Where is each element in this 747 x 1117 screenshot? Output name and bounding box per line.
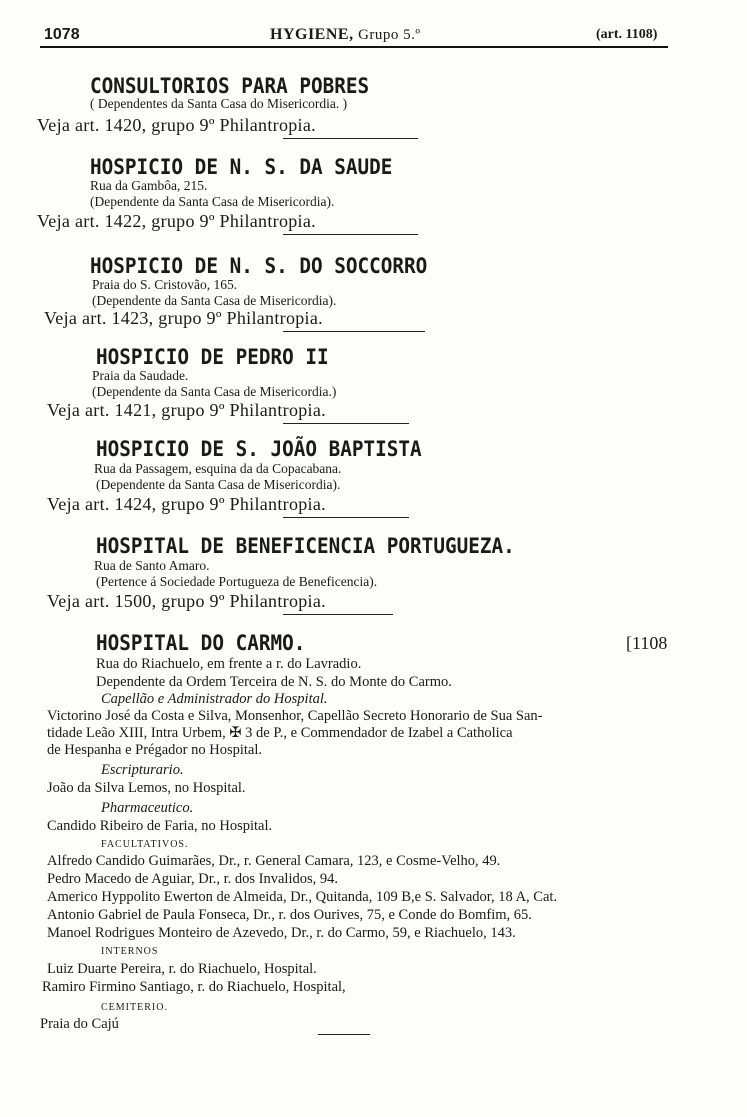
capellao-line: tidade Leão XIII, Intra Urbem, ✠ 3 de P., e Commendador de Izabel a Catholica bbox=[47, 725, 513, 741]
entry-note: (Dependente da Santa Casa de Misericordia). bbox=[90, 194, 335, 209]
facultativo-row: Antonio Gabriel de Paula Fonseca, Dr., r. dos Ourives, 75, e Conde do Bomfim, 65. bbox=[47, 907, 532, 923]
entry-see-reference: Veja art. 1500, grupo 9º Philantropia. bbox=[47, 591, 326, 611]
interno-row: Luiz Duarte Pereira, r. do Riachuelo, Hospital. bbox=[47, 961, 317, 977]
cemiterio-heading: CEMITERIO. bbox=[101, 1002, 168, 1013]
running-title-group: Grupo 5.º bbox=[358, 27, 421, 43]
entry-see-reference: Veja art. 1421, grupo 9º Philantropia. bbox=[47, 400, 326, 420]
entry-title: HOSPICIO DE S. JOÃO BAPTISTA bbox=[96, 437, 422, 461]
entry-note: (Dependente da Santa Casa de Misericordia). bbox=[92, 293, 337, 308]
entry-underline bbox=[283, 614, 393, 615]
carmo-dependency: Dependente da Ordem Terceira de N. S. do Monte do Carmo. bbox=[96, 674, 452, 690]
entry-title: HOSPITAL DO CARMO. bbox=[96, 631, 306, 655]
entry-underline bbox=[283, 423, 409, 424]
escripturario-name: João da Silva Lemos, no Hospital. bbox=[47, 780, 246, 796]
entry-address: Rua de Santo Amaro. bbox=[94, 558, 210, 573]
entry-address: Rua da Passagem, esquina da da Copacabana. bbox=[94, 461, 342, 476]
header-rule bbox=[40, 46, 668, 48]
entry-underline bbox=[283, 234, 418, 235]
facultativo-row: Pedro Macedo de Aguiar, Dr., r. dos Invalidos, 94. bbox=[47, 871, 338, 887]
entry-title: HOSPITAL DE BENEFICENCIA PORTUGUEZA. bbox=[96, 534, 515, 558]
facultativo-row: Americo Hyppolito Ewerton de Almeida, Dr., Quitanda, 109 B,e S. Salvador, 18 A, Cat. bbox=[47, 889, 558, 905]
entry-title: HOSPICIO DE PEDRO II bbox=[96, 345, 329, 369]
internos-heading: INTERNOS bbox=[101, 946, 159, 957]
entry-title: HOSPICIO DE N. S. DO SOCCORRO bbox=[90, 254, 428, 278]
entry-address: Rua da Gambôa, 215. bbox=[90, 178, 208, 193]
interno-row: Ramiro Firmino Santiago, r. do Riachuelo, Hospital, bbox=[42, 979, 346, 995]
pharmaceutico-name: Candido Ribeiro de Faria, no Hospital. bbox=[47, 818, 273, 834]
entry-note: (Pertence á Sociedade Portugueza de Beneficencia). bbox=[96, 574, 378, 589]
entry-note: (Dependente da Santa Casa de Misericordia). bbox=[96, 477, 341, 492]
entry-note: ( Dependentes da Santa Casa do Misericordia. ) bbox=[90, 96, 348, 111]
escripturario-heading: Escripturario. bbox=[101, 762, 184, 778]
capellao-line: Victorino José da Costa e Silva, Monsenhor, Capellão Secreto Honorario de Sua San- bbox=[47, 708, 543, 724]
header-article-ref: (art. 1108) bbox=[596, 27, 658, 42]
facultativos-heading: FACULTATIVOS. bbox=[101, 839, 189, 850]
carmo-address: Rua do Riachuelo, em frente a r. do Lavradio. bbox=[96, 656, 362, 672]
capellao-line: de Hespanha e Prégador no Hospital. bbox=[47, 742, 263, 758]
cemiterio-location: Praia do Cajú bbox=[40, 1016, 119, 1032]
entry-see-reference: Veja art. 1420, grupo 9º Philantropia. bbox=[37, 115, 316, 135]
capellao-heading: Capellão e Administrador do Hospital. bbox=[101, 691, 328, 707]
entry-see-reference: Veja art. 1423, grupo 9º Philantropia. bbox=[44, 308, 323, 328]
entry-underline bbox=[283, 138, 418, 139]
page-number: 1078 bbox=[44, 26, 80, 43]
entry-underline bbox=[283, 517, 409, 518]
article-number: [1108 bbox=[626, 633, 668, 653]
facultativo-row: Manoel Rodrigues Monteiro de Azevedo, Dr., r. do Carmo, 59, e Riachuelo, 143. bbox=[47, 925, 516, 941]
pharmaceutico-heading: Pharmaceutico. bbox=[101, 800, 194, 816]
entry-see-reference: Veja art. 1422, grupo 9º Philantropia. bbox=[37, 211, 316, 231]
entry-see-reference: Veja art. 1424, grupo 9º Philantropia. bbox=[47, 494, 326, 514]
running-title-main: HYGIENE, bbox=[270, 26, 354, 43]
entry-title: HOSPICIO DE N. S. DA SAUDE bbox=[90, 155, 393, 179]
entry-underline bbox=[283, 331, 425, 332]
page-header bbox=[0, 26, 747, 46]
entry-address: Praia da Saudade. bbox=[92, 368, 189, 383]
entry-note: (Dependente da Santa Casa de Misericordia.) bbox=[92, 384, 337, 399]
entry-title: CONSULTORIOS PARA POBRES bbox=[90, 74, 370, 98]
entry-address: Praia do S. Cristovão, 165. bbox=[92, 277, 238, 292]
facultativo-row: Alfredo Candido Guimarães, Dr., r. General Camara, 123, e Cosme-Velho, 49. bbox=[47, 853, 501, 869]
closing-rule bbox=[318, 1034, 370, 1035]
running-title bbox=[270, 26, 421, 44]
